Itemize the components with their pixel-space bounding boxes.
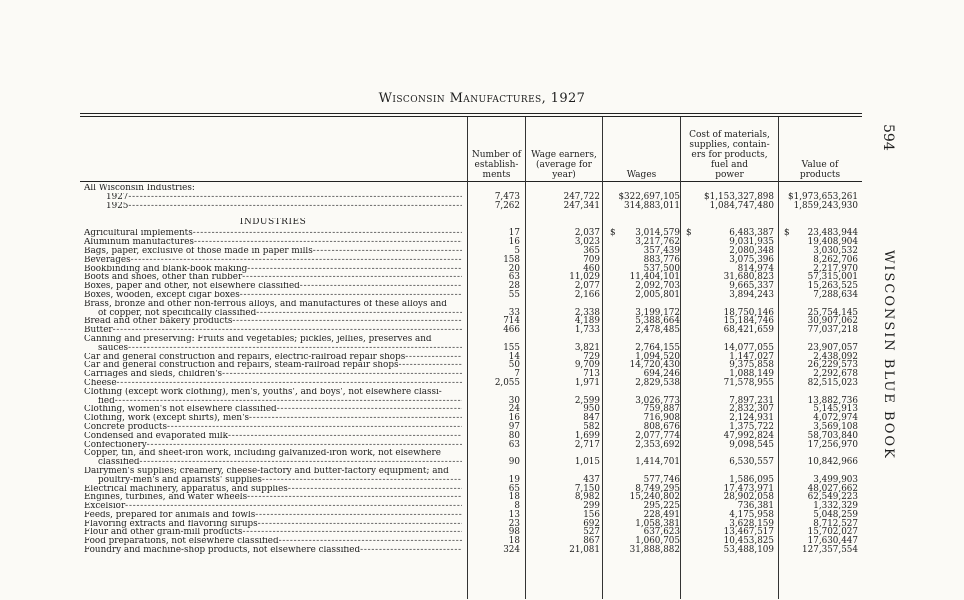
- row-label: Dairymen's supplies; creamery, cheese-factory and butter-factory equipment; and: [84, 466, 449, 476]
- cell-wages: 3,026,773: [635, 395, 680, 406]
- cell-value-of-products: 1,859,243,930: [793, 200, 858, 211]
- cell-wages: 2,764,155: [635, 342, 680, 353]
- cell-value-of-products: 7,288,634: [813, 289, 858, 300]
- row-label: Engines, turbines, and water wheels - - -: [84, 493, 462, 502]
- cell-wages: 694,246: [643, 369, 680, 380]
- spacer: [84, 210, 860, 218]
- cell-cost-of-materials: 9,375,858: [729, 360, 774, 371]
- table-row: [84, 441, 860, 450]
- cell-wages: 2,005,801: [635, 289, 680, 300]
- row-label: Confectionery - - -: [84, 441, 462, 450]
- cell-wages: 15,240,802: [629, 492, 680, 503]
- row-label: poultry-men's and apiarists' supplies - - -: [84, 476, 462, 485]
- cell-cost-of-materials: 28,902,058: [723, 492, 774, 503]
- cell-establishments: 155: [503, 342, 520, 353]
- row-label: Boxes, paper and other, not elsewhere classified - - -: [84, 282, 462, 291]
- header-rule: [80, 181, 862, 182]
- cell-value-of-products: 19,408,904: [807, 237, 858, 248]
- cell-cost-of-materials: 9,665,337: [729, 281, 774, 292]
- cell-wage-earners: 729: [583, 351, 600, 362]
- cell-wage-earners: 156: [583, 509, 600, 520]
- cell-wages: 883,776: [643, 254, 680, 265]
- table-row: [84, 458, 860, 467]
- cell-value-of-products: 2,292,678: [813, 369, 858, 380]
- row-label: 1927 - - -: [84, 193, 462, 202]
- book-title: WISCONSIN BLUE BOOK: [881, 250, 896, 460]
- cell-cost-of-materials: $1,153,327,898: [704, 191, 774, 202]
- cell-wages: 2,092,703: [635, 281, 680, 292]
- row-label: Clothing, women's not elsewhere classified - - -: [84, 405, 462, 414]
- page-number: 594: [880, 124, 896, 151]
- cell-cost-of-materials: 4,175,958: [729, 509, 774, 520]
- cell-value-of-products: 17,256,970: [807, 439, 858, 450]
- cell-wage-earners: 1,971: [574, 377, 600, 388]
- cell-wages: 577,746: [643, 474, 680, 485]
- row-label: sauces - - -: [84, 344, 462, 353]
- cell-wage-earners: 247,722: [563, 191, 600, 202]
- cell-establishments: 16: [508, 237, 520, 248]
- cell-value-of-products: 48,027,662: [807, 483, 858, 494]
- page-title: Wisconsin Manufactures, 1927: [378, 91, 586, 106]
- cell-wages: 8,749,295: [635, 483, 680, 494]
- cell-cost-of-materials: 71,578,955: [723, 377, 774, 388]
- row-label: Clothing (except work clothing), men's, youths', and boys', not elsewhere classi-: [84, 387, 442, 397]
- row-label: Condensed and evaporated milk - - -: [84, 432, 462, 441]
- cell-wages: 14,720,430: [629, 360, 680, 371]
- cell-establishments: 7,473: [494, 191, 520, 202]
- top-rule-double: [80, 116, 862, 117]
- cell-wage-earners: 527: [583, 527, 600, 538]
- cell-wage-earners: 9,709: [574, 360, 600, 371]
- cell-value-of-products: 25,754,145: [807, 307, 858, 318]
- cell-wages: 5,388,664: [635, 316, 680, 327]
- cell-cost-of-materials: 10,453,825: [723, 536, 774, 547]
- cell-wage-earners: 365: [583, 245, 600, 256]
- cell-wage-earners: 2,077: [574, 281, 600, 292]
- row-label: Clothing, work (except shirts), men's - - -: [84, 414, 462, 423]
- cell-cost-of-materials: 17,473,971: [723, 483, 774, 494]
- cell-value-of-products: 4,072,974: [813, 413, 858, 424]
- cell-value-of-products: 15,263,525: [807, 281, 858, 292]
- cell-establishments: 98: [508, 527, 520, 538]
- cell-establishments: 7: [514, 369, 520, 380]
- cell-wage-earners: 2,599: [574, 395, 600, 406]
- cell-cost-of-materials: 1,586,095: [729, 474, 774, 485]
- cell-wage-earners: 7,150: [574, 483, 600, 494]
- cell-cost-of-materials: 6,530,557: [729, 457, 774, 468]
- row-label: Car and general construction and repairs, electric-railroad repair shops - - -: [84, 353, 462, 362]
- cell-value-of-products: 127,357,554: [802, 545, 858, 556]
- all-industries-label: All Wisconsin Industries:: [84, 184, 195, 193]
- cell-cost-of-materials: 13,467,517: [723, 527, 774, 538]
- cell-value-of-products: 30,907,062: [807, 316, 858, 327]
- cell-wage-earners: 1,015: [574, 457, 600, 468]
- row-label: Brass, bronze and other non-ferrous alloys, and manufactures of these alloys and: [84, 299, 447, 309]
- table-row: [84, 379, 860, 388]
- row-label: Cheese - - -: [84, 379, 462, 388]
- cell-cost-of-materials: 7,897,231: [729, 395, 774, 406]
- cell-value-of-products: 82,515,023: [807, 377, 858, 388]
- cell-wage-earners: 1,699: [574, 430, 600, 441]
- cell-wages: 2,478,485: [635, 325, 680, 336]
- cell-wage-earners: 692: [583, 518, 600, 529]
- cell-wages: $322,697,105: [618, 191, 680, 202]
- dollar-sign: $: [610, 228, 616, 239]
- row-label: Car and general construction and repairs, steam-railroad repair shops - - -: [84, 361, 462, 370]
- dollar-sign: $: [784, 228, 790, 239]
- row-label: Bread and other bakery products - - -: [84, 317, 462, 326]
- top-rule: [80, 113, 862, 114]
- cell-wages: 295,225: [643, 501, 680, 512]
- row-label: Excelsior - - -: [84, 502, 462, 511]
- cell-wage-earners: 709: [583, 254, 600, 265]
- cell-cost-of-materials: 2,080,348: [729, 245, 774, 256]
- cell-wage-earners: 299: [583, 501, 600, 512]
- cell-cost-of-materials: 68,421,659: [723, 325, 774, 336]
- cell-cost-of-materials: 1,147,027: [729, 351, 774, 362]
- cell-wage-earners: 1,733: [574, 325, 600, 336]
- cell-establishments: 14: [508, 351, 520, 362]
- row-label: Beverages - - -: [84, 256, 462, 265]
- cell-cost-of-materials: 2,124,931: [729, 413, 774, 424]
- cell-establishments: 24: [508, 404, 520, 415]
- table-row: [84, 326, 860, 335]
- cell-value-of-products: 13,882,736: [807, 395, 858, 406]
- cell-wage-earners: 247,341: [563, 200, 600, 211]
- cell-value-of-products: 77,037,218: [807, 325, 858, 336]
- row-label: Bags, paper, exclusive of those made in paper mills - - -: [84, 247, 462, 256]
- cell-establishments: 5: [514, 245, 520, 256]
- row-label: Butter - - -: [84, 326, 462, 335]
- cell-cost-of-materials: 2,832,307: [729, 404, 774, 415]
- row-label: classified - - -: [84, 458, 462, 467]
- cell-value-of-products: 8,712,527: [813, 518, 858, 529]
- cell-wages: 759,887: [643, 404, 680, 415]
- row-label: Carriages and sleds, children's - - -: [84, 370, 462, 379]
- cell-wage-earners: 950: [583, 404, 600, 415]
- cell-wage-earners: 8,982: [574, 492, 600, 503]
- cell-cost-of-materials: 1,088,149: [729, 369, 774, 380]
- cell-value-of-products: 23,907,057: [807, 342, 858, 353]
- cell-wage-earners: 2,166: [574, 289, 600, 300]
- row-label: Aluminum manufactures - - -: [84, 238, 462, 247]
- cell-wage-earners: 2,717: [574, 439, 600, 450]
- cell-value-of-products: $1,973,653,261: [788, 191, 858, 202]
- cell-value-of-products: 3,030,532: [813, 245, 858, 256]
- cell-establishments: 33: [508, 307, 520, 318]
- cell-establishments: 97: [508, 421, 520, 432]
- cell-cost-of-materials: 53,488,109: [723, 545, 774, 556]
- cell-cost-of-materials: 15,184,746: [723, 316, 774, 327]
- cell-cost-of-materials: 1,375,722: [729, 421, 774, 432]
- cell-value-of-products: 8,262,706: [813, 254, 858, 265]
- cell-wages: 537,500: [643, 263, 680, 274]
- cell-cost-of-materials: 1,084,747,480: [709, 200, 774, 211]
- cell-wage-earners: 460: [583, 263, 600, 274]
- cell-establishments: 28: [508, 281, 520, 292]
- row-label: Concrete products - - -: [84, 423, 462, 432]
- cell-cost-of-materials: 6,483,387: [729, 228, 774, 239]
- cell-wage-earners: 21,081: [569, 545, 600, 556]
- cell-wage-earners: 713: [583, 369, 600, 380]
- cell-establishments: 7,262: [494, 200, 520, 211]
- cell-value-of-products: 15,702,027: [807, 527, 858, 538]
- cell-value-of-products: 57,315,001: [807, 272, 858, 283]
- cell-wage-earners: 847: [583, 413, 600, 424]
- row-label: Copper, tin, and sheet-iron work, including galvanized-iron work, not elsewhere: [84, 449, 441, 459]
- cell-establishments: 18: [508, 492, 520, 503]
- cell-establishments: 65: [508, 483, 520, 494]
- header-wages: Wages: [626, 170, 657, 180]
- row-label: Feeds, prepared for animals and fowls - - -: [84, 511, 462, 520]
- cell-establishments: 17: [508, 228, 520, 239]
- cell-wages: 3,199,172: [635, 307, 680, 318]
- cell-value-of-products: 62,549,223: [807, 492, 858, 503]
- cell-value-of-products: 5,145,913: [813, 404, 858, 415]
- dollar-sign: $: [686, 228, 692, 239]
- cell-cost-of-materials: 736,381: [737, 501, 774, 512]
- row-label: Flavoring extracts and flavoring sirups - - -: [84, 520, 462, 529]
- cell-wages: 716,908: [643, 413, 680, 424]
- table-row: [84, 546, 860, 555]
- cell-wages: 637,623: [643, 527, 680, 538]
- row-label: Boxes, wooden, except cigar boxes - - -: [84, 291, 462, 300]
- cell-wages: 1,414,701: [635, 457, 680, 468]
- cell-value-of-products: 5,048,259: [813, 509, 858, 520]
- cell-establishments: 80: [508, 430, 520, 441]
- cell-establishments: 50: [508, 360, 520, 371]
- cell-wages: 314,883,011: [624, 200, 680, 211]
- cell-value-of-products: 1,332,329: [813, 501, 858, 512]
- cell-cost-of-materials: 3,894,243: [729, 289, 774, 300]
- table-row: [84, 291, 860, 300]
- cell-cost-of-materials: 14,077,055: [723, 342, 774, 353]
- row-label: fied - - -: [84, 397, 462, 406]
- cell-wages: 808,676: [643, 421, 680, 432]
- cell-wages: 1,094,520: [635, 351, 680, 362]
- cell-value-of-products: 23,483,944: [807, 228, 858, 239]
- cell-cost-of-materials: 814,974: [737, 263, 774, 274]
- manufactures-table: [84, 184, 860, 555]
- cell-wages: 1,060,705: [635, 536, 680, 547]
- header-wage-earners: Wage earners, (average for year): [531, 150, 597, 180]
- cell-establishments: 63: [508, 272, 520, 283]
- cell-cost-of-materials: 31,680,823: [723, 272, 774, 283]
- header-cost-of-materials: Cost of materials, supplies, contain- ers for products, fuel and power: [689, 130, 770, 180]
- cell-value-of-products: 3,499,903: [813, 474, 858, 485]
- table-row: [84, 202, 860, 211]
- cell-establishments: 16: [508, 413, 520, 424]
- cell-cost-of-materials: 3,628,159: [729, 518, 774, 529]
- cell-wage-earners: 867: [583, 536, 600, 547]
- cell-value-of-products: 3,569,108: [813, 421, 858, 432]
- row-label: Foundry and machine-shop products, not elsewhere classified - - -: [84, 546, 462, 555]
- cell-cost-of-materials: 47,992,824: [723, 430, 774, 441]
- cell-cost-of-materials: 9,031,935: [729, 237, 774, 248]
- cell-establishments: 2,055: [494, 377, 520, 388]
- cell-value-of-products: 2,438,092: [813, 351, 858, 362]
- cell-wage-earners: 437: [583, 474, 600, 485]
- cell-establishments: 20: [508, 263, 520, 274]
- cell-establishments: 324: [503, 545, 520, 556]
- cell-wage-earners: 3,821: [574, 342, 600, 353]
- cell-establishments: 13: [508, 509, 520, 520]
- cell-wages: 2,077,774: [635, 430, 680, 441]
- cell-establishments: 19: [508, 474, 520, 485]
- cell-wages: 11,404,101: [629, 272, 680, 283]
- cell-value-of-products: 2,217,970: [813, 263, 858, 274]
- cell-wages: 357,439: [643, 245, 680, 256]
- row-label: Food preparations, not elsewhere classified - - -: [84, 537, 462, 546]
- row-label: Flour and other grain-mill products - - -: [84, 528, 462, 537]
- cell-wages: 2,829,538: [635, 377, 680, 388]
- cell-establishments: 158: [503, 254, 520, 265]
- row-label: Canning and preserving: Fruits and vegetables; pickles, jellies, preserves and: [84, 334, 432, 344]
- row-label: Agricultural implements - - -: [84, 229, 462, 238]
- cell-cost-of-materials: 9,098,545: [729, 439, 774, 450]
- cell-value-of-products: 26,229,573: [807, 360, 858, 371]
- cell-value-of-products: 10,842,966: [807, 457, 858, 468]
- cell-establishments: 90: [508, 457, 520, 468]
- cell-wage-earners: 2,037: [574, 228, 600, 239]
- header-value-of-products: Value of products: [799, 160, 841, 180]
- row-label: 1925 - - -: [84, 202, 462, 211]
- cell-establishments: 30: [508, 395, 520, 406]
- cell-establishments: 18: [508, 536, 520, 547]
- cell-establishments: 8: [514, 501, 520, 512]
- cell-wages: 31,888,882: [629, 545, 680, 556]
- cell-establishments: 23: [508, 518, 520, 529]
- cell-wage-earners: 582: [583, 421, 600, 432]
- cell-wages: 3,217,762: [635, 237, 680, 248]
- cell-establishments: 63: [508, 439, 520, 450]
- cell-wages: 3,014,579: [635, 228, 680, 239]
- section-title: INDUSTRIES: [239, 218, 307, 228]
- cell-establishments: 55: [508, 289, 520, 300]
- cell-wage-earners: 11,029: [569, 272, 600, 283]
- cell-establishments: 714: [503, 316, 520, 327]
- cell-value-of-products: 58,703,840: [807, 430, 858, 441]
- row-label: Boots and shoes, other than rubber - - -: [84, 273, 462, 282]
- row-label: of copper, not specifically classified - - -: [84, 309, 462, 318]
- cell-establishments: 466: [503, 325, 520, 336]
- cell-value-of-products: 17,630,447: [807, 536, 858, 547]
- cell-wages: 2,353,692: [635, 439, 680, 450]
- cell-wages: 1,058,381: [635, 518, 680, 529]
- cell-cost-of-materials: 18,750,146: [723, 307, 774, 318]
- cell-cost-of-materials: 3,075,396: [729, 254, 774, 265]
- header-establishments: Number of establish- ments: [471, 150, 522, 180]
- row-label: Bookbinding and blank-book making - - -: [84, 265, 462, 274]
- row-label: Electrical machinery, apparatus, and supplies - - -: [84, 485, 462, 494]
- cell-wage-earners: 2,338: [574, 307, 600, 318]
- cell-wage-earners: 4,189: [574, 316, 600, 327]
- cell-wage-earners: 3,023: [574, 237, 600, 248]
- cell-wages: 228,491: [643, 509, 680, 520]
